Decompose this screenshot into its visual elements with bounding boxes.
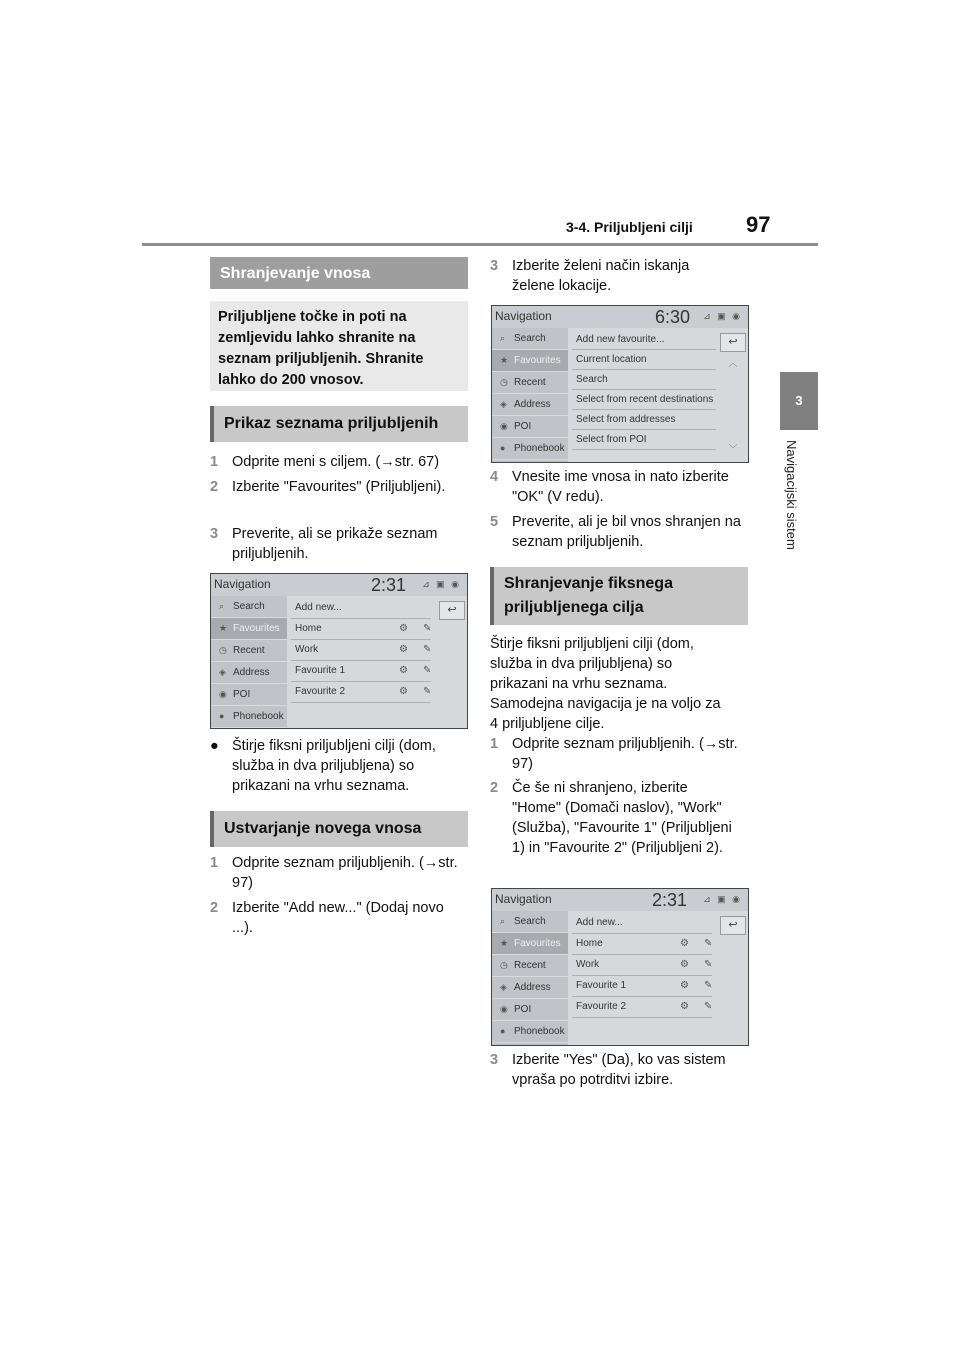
side-search: ⌕ Search: [492, 911, 568, 933]
side-poi: ◉ POI: [211, 684, 287, 706]
side-search: ⌕ Search: [211, 596, 287, 618]
screen-clock: 2:31: [371, 575, 407, 595]
section-bar-create: Ustvarjanje novega vnosa: [210, 811, 468, 847]
row-home: Home ⚙ ✎: [572, 934, 712, 955]
status-icons: ⊿ ▣ ◉: [703, 311, 742, 321]
side-address: ◈ Address: [492, 394, 568, 416]
section-bar-display: Prikaz seznama priljubljenih: [210, 406, 468, 442]
status-icons: ⊿ ▣ ◉: [703, 894, 742, 904]
row-current-location: Current location: [572, 350, 716, 370]
step-a2: 2 Izberite "Favourites" (Priljubljeni).: [210, 479, 446, 495]
step-a1: 1 Odprite meni s ciljem. (→str. 67): [210, 454, 440, 470]
row-home: Home ⚙ ✎: [291, 619, 431, 640]
screen-title: Navigation: [495, 892, 552, 906]
side-poi: ◉ POI: [492, 999, 568, 1021]
side-phonebook: ● Phonebook: [492, 438, 568, 460]
chapter-tab: 3: [780, 372, 818, 430]
side-favourites: ★ Favourites: [492, 933, 568, 955]
back-icon: ↩: [720, 916, 746, 935]
row-poi: Select from POI: [572, 430, 716, 450]
scroll-up-icon: ︿: [728, 358, 738, 368]
screen-title: Navigation: [214, 577, 271, 591]
screen-sidebar: [492, 328, 568, 462]
page-number: 97: [746, 212, 771, 237]
row-recent-destinations: Select from recent destinations: [572, 390, 716, 410]
fixed-paragraph: Štirje fiksni priljubljeni cilji (dom, služba in dva priljubljena) so prikazani na vrhu seznama. Samodejna navigacija je na voljo za 4 priljubljene cilje.: [490, 636, 721, 732]
bullet-note: ● Štirje fiksni priljubljeni cilji (dom, služba in dva priljubljena) so prikazani na vrhu seznama.: [210, 738, 436, 794]
screen-sidebar: [211, 596, 287, 728]
row-favourite-1: Favourite 1 ⚙ ✎: [572, 976, 712, 997]
side-recent: ◷ Recent: [492, 372, 568, 394]
step-a3: 3 Preverite, ali se prikaže seznam priljubljenih.: [210, 526, 438, 562]
step-b2: 2 Izberite "Add new..." (Dodaj novo ...).: [210, 900, 444, 936]
screen-title: Navigation: [495, 309, 552, 323]
intro-box: Priljubljene točke in poti na zemljevidu lahko shranite na seznam priljubljenih. Shranite lahko do 200 vnosov.: [210, 301, 468, 391]
side-poi: ◉ POI: [492, 416, 568, 438]
row-work: Work ⚙ ✎: [291, 640, 431, 661]
section-bar-saving: Shranjevanje vnosa: [210, 257, 468, 289]
back-icon: ↩: [439, 601, 465, 620]
step-d1: 1 Odprite seznam priljubljenih. (→str. 97): [490, 736, 738, 772]
side-address: ◈ Address: [492, 977, 568, 999]
row-work: Work ⚙ ✎: [572, 955, 712, 976]
step-c4: 4 Vnesite ime vnosa in nato izberite "OK" (V redu).: [490, 469, 729, 505]
row-search: Search: [572, 370, 716, 390]
side-recent: ◷ Recent: [211, 640, 287, 662]
row-favourite-2: Favourite 2 ⚙ ✎: [291, 682, 431, 703]
side-phonebook: ● Phonebook: [211, 706, 287, 728]
screen-favourites-2: [491, 888, 749, 1046]
status-icons: ⊿ ▣ ◉: [422, 579, 461, 589]
side-favourites: ★ Favourites: [492, 350, 568, 372]
row-add-new: Add new...: [291, 598, 431, 619]
row-add-new: Add new...: [572, 913, 712, 934]
step-c5: 5 Preverite, ali je bil vnos shranjen na seznam priljubljenih.: [490, 514, 741, 550]
screen-clock: 6:30: [655, 307, 691, 327]
side-address: ◈ Address: [211, 662, 287, 684]
row-addresses: Select from addresses: [572, 410, 716, 430]
step-c3: 3 Izberite želeni način iskanja želene lokacije.: [490, 258, 690, 294]
back-icon: ↩: [720, 333, 746, 352]
section-bar-fixed: Shranjevanje fiksnega priljubljenega cilja: [490, 567, 748, 625]
row-favourite-2: Favourite 2 ⚙ ✎: [572, 997, 712, 1018]
screen-sidebar: [492, 911, 568, 1045]
side-search: ⌕ Search: [492, 328, 568, 350]
step-b1: 1 Odprite seznam priljubljenih. (→str. 97): [210, 855, 458, 891]
header-section: 3-4. Priljubljeni cilji: [566, 219, 693, 235]
chapter-label: Navigacijski sistem: [784, 440, 799, 550]
row-favourite-1: Favourite 1 ⚙ ✎: [291, 661, 431, 682]
side-recent: ◷ Recent: [492, 955, 568, 977]
header-rule: [142, 243, 818, 246]
row-add-new-favourite: Add new favourite...: [572, 330, 716, 350]
scroll-down-icon: ﹀: [728, 444, 738, 454]
screen-clock: 2:31: [652, 890, 688, 910]
step-d2: 2 Če še ni shranjeno, izberite "Home" (Domači naslov), "Work" (Služba), "Favourite 1" (Priljubljeni 1) in "Favourite 2" (Priljubljeni 2).: [490, 780, 732, 856]
step-d3: 3 Izberite "Yes" (Da), ko vas sistem vpraša po potrditvi izbire.: [490, 1052, 726, 1088]
side-phonebook: ● Phonebook: [492, 1021, 568, 1043]
side-favourites: ★ Favourites: [211, 618, 287, 640]
screen-favourites-1: [210, 573, 468, 729]
screen-add-new: [491, 305, 749, 463]
